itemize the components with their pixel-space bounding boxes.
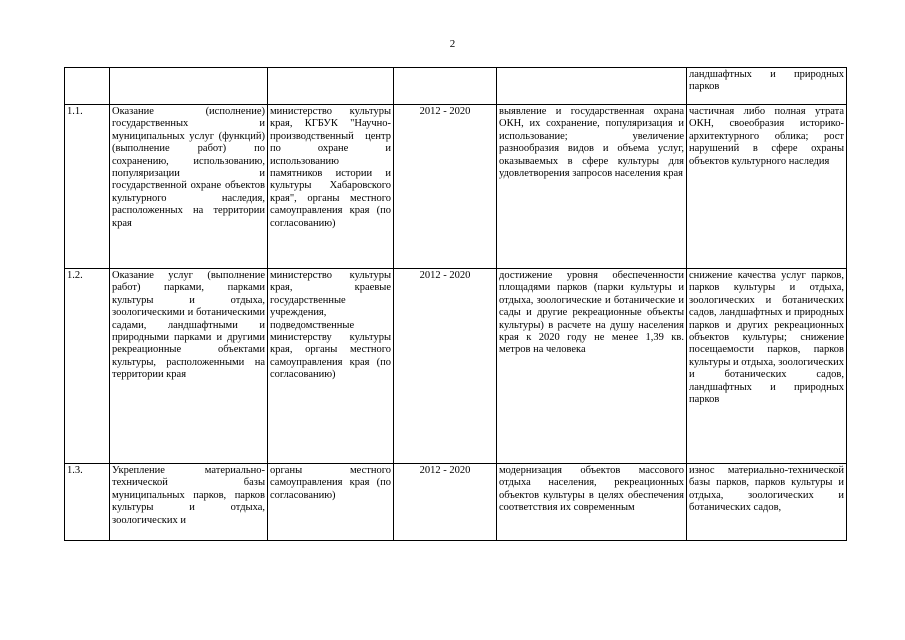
consequence-cell: износ материально-технической базы парков, парков культуры и отдыха, зоологических и ботанических садов, [687, 464, 847, 541]
page-number: 2 [449, 38, 456, 50]
table-row [65, 105, 847, 269]
consequence-cell: снижение качества услуг парков, парков культуры и отдыха, зоологических и ботанических садов, ландшафтных и природных парков и других рекреационных объектов культуры; снижение посещаемости парков, парков культуры и отдыха, зоологических и ботанических садов, ландшафтных и природных парков [687, 269, 847, 464]
executor-cell: органы местного самоуправления края (по согласованию) [268, 464, 394, 541]
row-number-cell [65, 68, 110, 105]
term-cell [394, 68, 497, 105]
row-number-cell: 1.1. [65, 105, 110, 269]
consequence-cell: ландшафтных и природных парков [687, 68, 847, 105]
table-row [65, 68, 847, 105]
row-number-cell: 1.2. [65, 269, 110, 464]
executor-cell: министерство культуры края, КГБУК "Научно-производственный центр по охране и использованию памятников истории и культуры Хабаровского края", органы местного самоуправления края (по согласованию) [268, 105, 394, 269]
term-cell: 2012 - 2020 [394, 269, 497, 464]
measure-text-cell [110, 68, 268, 105]
table-row [65, 464, 847, 541]
row-number-cell: 1.3. [65, 464, 110, 541]
table-row [65, 269, 847, 464]
expected-result-cell [497, 68, 687, 105]
measure-text-cell: Укрепление материально-технической базы муниципальных парков, парков культуры и отдыха, зоологических и [110, 464, 268, 541]
expected-result-cell: выявление и государственная охрана ОКН, их сохранение, популяризация и использование; увеличение разнообразия видов и объема услуг, оказываемых в сфере культуры для удовлетворения запросов населения края [497, 105, 687, 269]
expected-result-cell: достижение уровня обеспеченности площадями парков (парки культуры и отдыха, зоологические и ботанические и сады и другие рекреационные объекты культуры) в расчете на душу населения края к 2020 году не менее 1,39 кв. метров на человека [497, 269, 687, 464]
expected-result-cell: модернизация объектов массового отдыха населения, рекреационных объектов культуры в целях обеспечения соответствия их современным [497, 464, 687, 541]
measure-text-cell: Оказание (исполнение) государственных и муниципальных услуг (функций) (выполнение работ) по сохранению, использованию, популяризации и государственной охране объектов культурного наследия, расположенных на территории края [110, 105, 268, 269]
executor-cell [268, 68, 394, 105]
term-cell: 2012 - 2020 [394, 105, 497, 269]
program-measures-table [64, 67, 847, 541]
executor-cell: министерство культуры края, краевые государственные учреждения, подведомственные министерству культуры края, органы местного самоуправления края (по согласованию) [268, 269, 394, 464]
measure-text-cell: Оказание услуг (выполнение работ) парками, парками культуры и отдыха, зоологическими и ботаническими садами, ландшафтными и природными парками и другими рекреационные объектами культуры, расположенными на территории края [110, 269, 268, 464]
term-cell: 2012 - 2020 [394, 464, 497, 541]
consequence-cell: частичная либо полная утрата ОКН, своеобразия историко-архитектурного облика; рост нарушений в сфере охраны объектов культурного наследия [687, 105, 847, 269]
